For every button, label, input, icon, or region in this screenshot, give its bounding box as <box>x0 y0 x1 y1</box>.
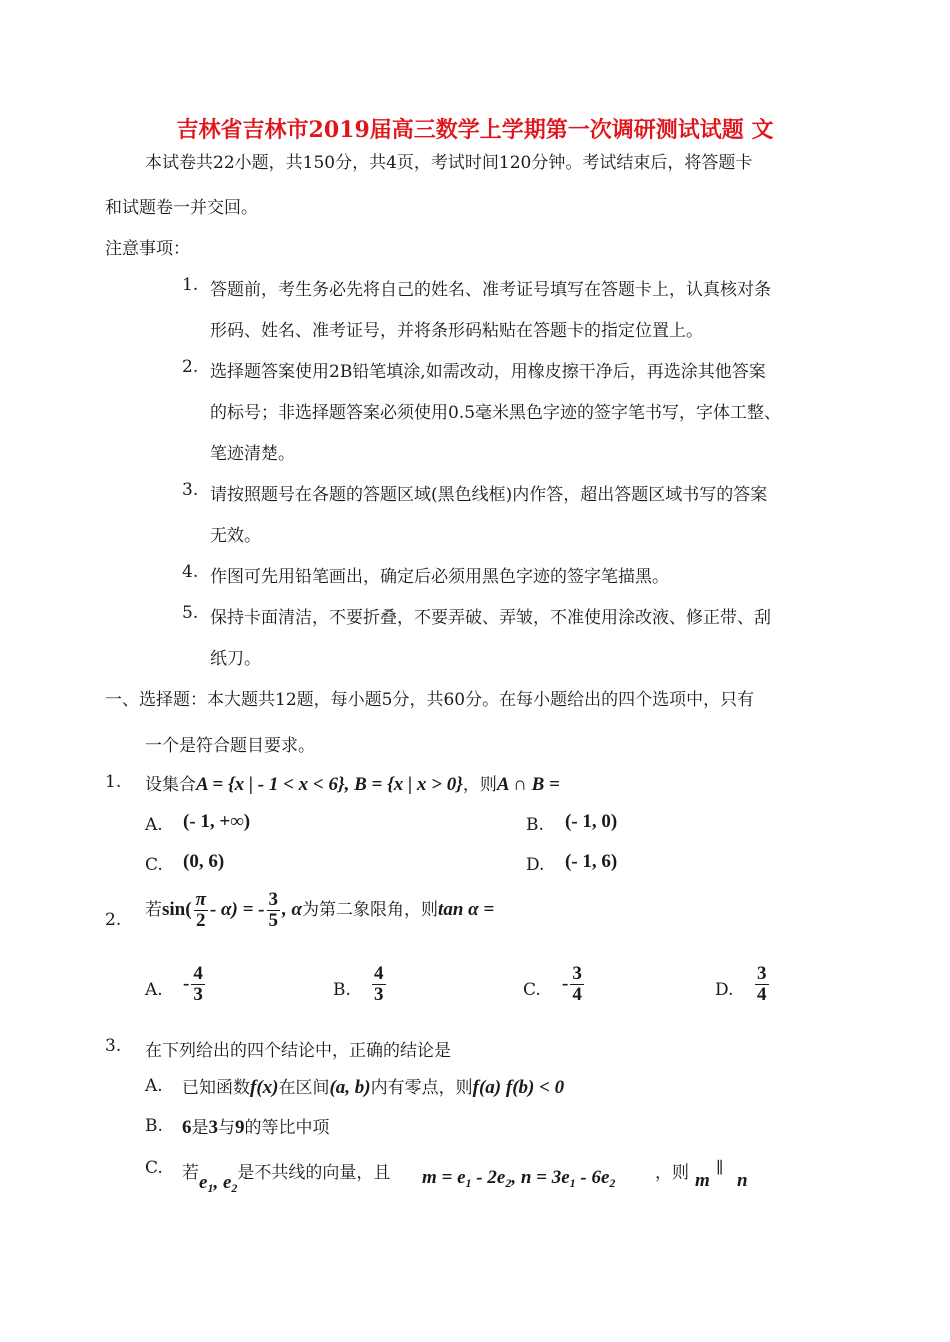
q2-option-c-label: C. <box>523 980 541 1000</box>
q3-option-c-label: C. <box>145 1158 163 1178</box>
q3-option-a-text <box>182 1073 564 1099</box>
q3-stem: 在下列给出的四个结论中，正确的结论是 <box>145 1041 451 1061</box>
notice-heading: 注意事项： <box>105 239 190 259</box>
q3-option-a-label: A. <box>145 1076 163 1096</box>
notice-num-3: 3. <box>182 480 199 500</box>
q2-option-a-label: A. <box>145 980 163 1000</box>
q1-option-b-value: (- 1, 0) <box>565 811 618 832</box>
q3-option-c-text <box>182 1158 391 1195</box>
q2-option-d-value <box>753 964 771 1005</box>
q2-option-a-frac <box>191 964 205 1005</box>
q3-c-conclusion-n: n <box>737 1170 748 1191</box>
q2-ask: tan α = <box>438 899 495 920</box>
q2-option-c-frac <box>570 964 584 1005</box>
q3-c-t1: 若 <box>182 1163 199 1183</box>
q1-option-d-value: (- 1, 6) <box>565 851 618 872</box>
section-1-line-2: 一个是符合题目要求。 <box>145 736 315 756</box>
notice-num-5: 5. <box>182 603 199 623</box>
q1-option-b-label: B. <box>526 815 544 835</box>
q3-option-b-text <box>182 1113 330 1139</box>
q3-c-m-eq: m = e <box>422 1167 466 1188</box>
q2-option-a-den: 3 <box>193 984 203 1005</box>
q2-prefix: 若 <box>145 900 162 920</box>
q2-frac-5: 5 <box>268 910 279 931</box>
notice-5-line-2: 纸刀。 <box>210 649 261 669</box>
q3-c-n-sub2: 2 <box>609 1176 616 1190</box>
q2-option-d-den: 4 <box>757 984 767 1005</box>
q3-c-n-mid: - 6e <box>575 1167 610 1188</box>
q1-prefix: 设集合 <box>145 775 196 795</box>
notice-2-line-2: 的标号；非选择题答案必须使用0.5毫米黑色字迹的签字笔书写，字体工整、 <box>210 403 782 423</box>
q2-three-fifths <box>267 890 281 931</box>
q3-a-product: f(a) f(b) < 0 <box>472 1077 565 1098</box>
q2-number: 2. <box>105 910 122 930</box>
notice-2-line-3: 笔迹清楚。 <box>210 444 295 464</box>
q3-c-e2-sub: 2 <box>231 1181 238 1195</box>
q2-option-b-frac <box>372 964 386 1005</box>
notice-4-line-1: 作图可先用铅笔画出，确定后必须用黑色字迹的签字笔描黑。 <box>210 567 669 587</box>
q3-c-n-eq: , n = 3e <box>511 1167 570 1188</box>
notice-2-line-1: 选择题答案使用2B铅笔填涂,如需改动，用橡皮擦干净后，再选涂其他答案 <box>210 362 766 382</box>
q2-option-c-value <box>562 964 586 1005</box>
q2-option-d-num: 3 <box>757 963 767 984</box>
q3-b-t3: 的等比中项 <box>244 1118 330 1138</box>
notice-1-line-1: 答题前，考生务必先将自己的姓名、准考证号填写在答题卡上，认真核对条 <box>210 280 771 300</box>
q3-b-6: 6 <box>182 1117 192 1138</box>
q1-option-c-label: C. <box>145 855 163 875</box>
q3-c-e2: , e <box>213 1172 232 1193</box>
q2-option-a-value <box>183 964 207 1005</box>
q3-c-e1-sub: 1 <box>207 1181 214 1195</box>
q3-a-interval: (a, b) <box>329 1077 371 1098</box>
q1-stem <box>145 770 560 796</box>
q3-b-t2: 与 <box>218 1118 235 1138</box>
notice-3-line-1: 请按照题号在各题的答题区域(黑色线框)内作答，超出答题区域书写的答案 <box>210 485 768 505</box>
q3-c-vectors <box>199 1172 237 1193</box>
document-title: 吉林省吉林市2019届高三数学上学期第一次调研测试试题 文 <box>176 117 774 143</box>
q3-c-m-sub2: 2 <box>505 1176 512 1190</box>
q3-c-definitions <box>422 1167 615 1191</box>
section-1-line-1: 一、选择题：本大题共12题，每小题5分，共60分。在每小题给出的四个选项中，只有 <box>105 690 755 710</box>
q3-option-b-label: B. <box>145 1116 163 1136</box>
q2-option-c-den: 4 <box>572 984 582 1005</box>
q1-option-a-label: A. <box>145 815 163 835</box>
q2-frac-3: 3 <box>268 889 279 910</box>
q3-b-9: 9 <box>235 1117 245 1138</box>
notice-num-4: 4. <box>182 562 199 582</box>
q2-frac-pi: π <box>195 889 206 910</box>
notice-1-line-2: 形码、姓名、准考证号，并将条形码粘贴在答题卡的指定位置上。 <box>210 321 703 341</box>
q3-a-t2: 在区间 <box>278 1078 330 1098</box>
q2-sin: sin( <box>162 899 192 920</box>
q3-a-fx: f(x) <box>250 1077 279 1098</box>
q2-minus-alpha: - α) = - <box>209 899 265 920</box>
q2-pi-over-2 <box>194 890 208 931</box>
q3-c-m-sub1: 1 <box>465 1176 472 1190</box>
q2-option-a-sign: - <box>183 973 190 994</box>
q3-c-m-mid: - 2e <box>471 1167 506 1188</box>
q3-c-conclusion-m: m <box>695 1170 710 1191</box>
q3-number: 3. <box>105 1036 122 1056</box>
q3-b-3: 3 <box>208 1117 218 1138</box>
q3-c-e1: e <box>199 1172 208 1193</box>
q2-option-b-value <box>370 964 388 1005</box>
q3-c-n-sub1: 1 <box>569 1176 576 1190</box>
intro-line-1: 本试卷共22小题，共150分，共4页，考试时间120分钟。考试结束后，将答题卡 <box>145 153 753 173</box>
q1-option-d-label: D. <box>526 855 545 875</box>
q1-mid: ，则 <box>462 775 497 795</box>
q2-stem <box>145 890 494 931</box>
notice-num-2: 2. <box>182 357 199 377</box>
intro-line-2: 和试题卷一并交回。 <box>105 198 258 218</box>
q1-option-a-value: (- 1, +∞) <box>183 811 251 832</box>
q2-option-c-num: 3 <box>572 963 582 984</box>
q3-a-t1: 已知函数 <box>182 1078 250 1098</box>
q2-option-b-num: 4 <box>374 963 384 984</box>
parallel-symbol: ∥ <box>716 1158 724 1177</box>
q1-number: 1. <box>105 772 122 792</box>
q3-c-t3: ，则 <box>655 1163 689 1183</box>
q2-option-c-sign: - <box>562 973 569 994</box>
q3-b-t1: 是 <box>191 1118 209 1138</box>
notice-num-1: 1. <box>182 275 199 295</box>
q2-option-b-label: B. <box>333 980 351 1000</box>
q2-option-b-den: 3 <box>374 984 384 1005</box>
notice-3-line-2: 无效。 <box>210 526 261 546</box>
q1-option-c-value: (0, 6) <box>183 851 225 872</box>
q2-frac-2: 2 <box>196 910 206 931</box>
q3-c-t2: 是不共线的向量，且 <box>237 1163 391 1183</box>
q1-ask: A ∩ B = <box>496 774 560 795</box>
q1-sets: A = {x | - 1 < x < 6}, B = {x | x > 0} <box>196 774 463 795</box>
q2-option-d-frac <box>755 964 769 1005</box>
notice-5-line-1: 保持卡面清洁，不要折叠，不要弄破、弄皱，不准使用涂改液、修正带、刮 <box>210 608 771 628</box>
q2-alpha: , α <box>282 899 303 920</box>
q2-option-d-label: D. <box>715 980 734 1000</box>
q2-text: 为第二象限角，则 <box>302 900 439 920</box>
q2-option-a-num: 4 <box>193 963 203 984</box>
q3-a-t3: 内有零点，则 <box>370 1078 473 1098</box>
